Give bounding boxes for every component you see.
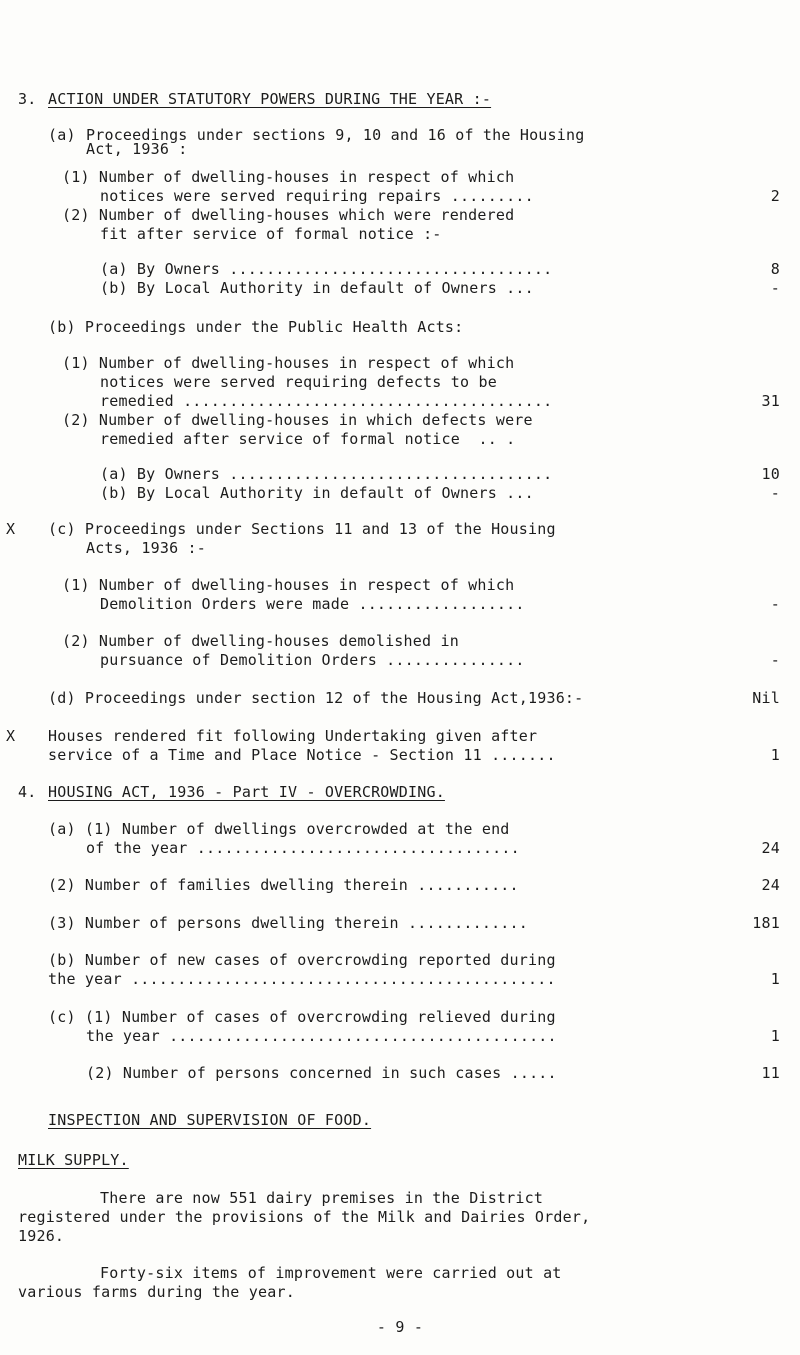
- section-3b-sub-b: (b) By Local Authority in default of Owners ...: [100, 484, 534, 502]
- section-4a2-line: (2) Number of families dwelling therein ...........: [48, 876, 519, 894]
- section-3a-sub-a: (a) By Owners ...................................: [100, 260, 553, 278]
- section-3a-label: (a): [48, 126, 76, 144]
- section-3a-item2-line2: fit after service of formal notice :-: [100, 225, 442, 243]
- section-3a-title-line1: Proceedings under sections 9, 10 and 16 of the Housing: [86, 126, 585, 144]
- section-4c1-line1: (c) (1) Number of cases of overcrowding relieved during: [48, 1008, 556, 1026]
- section-4a1-value: 24: [761, 839, 780, 857]
- milk-supply-heading: MILK SUPPLY.: [18, 1151, 129, 1169]
- section-3c-item1-line2: Demolition Orders were made ..................: [100, 595, 525, 613]
- milk-para1-line2: registered under the provisions of the Milk and Dairies Order,: [18, 1208, 591, 1226]
- section-4a1-line2: of the year ...................................: [86, 839, 520, 857]
- section-3a-sub-b: (b) By Local Authority in default of Owners ...: [100, 279, 534, 297]
- section-4a1-line1: (a) (1) Number of dwellings overcrowded at the end: [48, 820, 510, 838]
- section-4a3-value: 181: [752, 914, 780, 932]
- section-3a-item2-line1: (2) Number of dwelling-houses which were rendered: [62, 206, 515, 224]
- page-number: - 9 -: [376, 1318, 424, 1336]
- section-4b-line2: the year ..............................................: [48, 970, 556, 988]
- section-3b-item2-line1: (2) Number of dwelling-houses in which defects were: [62, 411, 533, 429]
- section-3c-item1-line1: (1) Number of dwelling-houses in respect of which: [62, 576, 515, 594]
- undertaking-value: 1: [770, 746, 780, 764]
- section-3a-title-line2: Act, 1936 :: [86, 140, 188, 158]
- margin-mark-c: X: [6, 520, 16, 538]
- section-3c-title-line2: Acts, 1936 :-: [86, 539, 206, 557]
- milk-para1-line1: There are now 551 dairy premises in the District: [100, 1189, 544, 1207]
- undertaking-line1: Houses rendered fit following Undertaking given after: [48, 727, 538, 745]
- section-3b-sub-a: (a) By Owners ...................................: [100, 465, 553, 483]
- section-4c1-line2: the year ..........................................: [86, 1027, 557, 1045]
- section-3c-item2-value: -: [770, 651, 780, 669]
- section-3b-title: (b) Proceedings under the Public Health Acts:: [48, 318, 464, 336]
- section-4b-value: 1: [770, 970, 780, 988]
- milk-para2-line1: Forty-six items of improvement were carried out at: [100, 1264, 562, 1282]
- section-3c-title-line1: (c) Proceedings under Sections 11 and 13 of the Housing: [48, 520, 556, 538]
- section-4b-line1: (b) Number of new cases of overcrowding reported during: [48, 951, 556, 969]
- section-3b-sub-a-value: 10: [761, 465, 780, 483]
- section-4c1-value: 1: [770, 1027, 780, 1045]
- section-3d-value: Nil: [752, 689, 780, 707]
- inspection-heading: INSPECTION AND SUPERVISION OF FOOD.: [48, 1111, 372, 1129]
- section-3a-sub-a-value: 8: [770, 260, 780, 278]
- section-4a3-line: (3) Number of persons dwelling therein .............: [48, 914, 528, 932]
- section-3d-line: (d) Proceedings under section 12 of the Housing Act,1936:-: [48, 689, 584, 707]
- section-3b-item1-value: 31: [761, 392, 780, 410]
- section-3c-item2-line1: (2) Number of dwelling-houses demolished in: [62, 632, 459, 650]
- section-3c-item2-line2: pursuance of Demolition Orders ...............: [100, 651, 525, 669]
- section-4-heading: HOUSING ACT, 1936 - Part IV - OVERCROWDING.: [48, 783, 445, 801]
- section-3a-item1-line2: notices were served requiring repairs .........: [100, 187, 534, 205]
- section-3b-item2-line2: remedied after service of formal notice .. .: [100, 430, 516, 448]
- undertaking-line2: service of a Time and Place Notice - Section 11 .......: [48, 746, 556, 764]
- section-3b-item1-line2: notices were served requiring defects to be: [100, 373, 497, 391]
- section-3-number: 3.: [18, 90, 37, 108]
- section-4-number: 4.: [18, 783, 37, 801]
- section-3a-item1-line1: (1) Number of dwelling-houses in respect of which: [62, 168, 515, 186]
- section-3b-item1-line3: remedied ........................................: [100, 392, 553, 410]
- section-3c-item1-value: -: [770, 595, 780, 613]
- milk-para1-line3: 1926.: [18, 1227, 65, 1245]
- margin-mark-undertaking: X: [6, 727, 16, 745]
- section-4c2-line: (2) Number of persons concerned in such cases .....: [86, 1064, 557, 1082]
- section-3a-sub-b-value: -: [770, 279, 780, 297]
- section-3-heading: ACTION UNDER STATUTORY POWERS DURING THE YEAR :-: [48, 90, 492, 108]
- milk-para2-line2: various farms during the year.: [18, 1283, 295, 1301]
- section-3b-item1-line1: (1) Number of dwelling-houses in respect of which: [62, 354, 515, 372]
- section-4a2-value: 24: [761, 876, 780, 894]
- section-4c2-value: 11: [761, 1064, 780, 1082]
- section-3b-sub-b-value: -: [770, 484, 780, 502]
- section-3a-item1-value: 2: [770, 187, 780, 205]
